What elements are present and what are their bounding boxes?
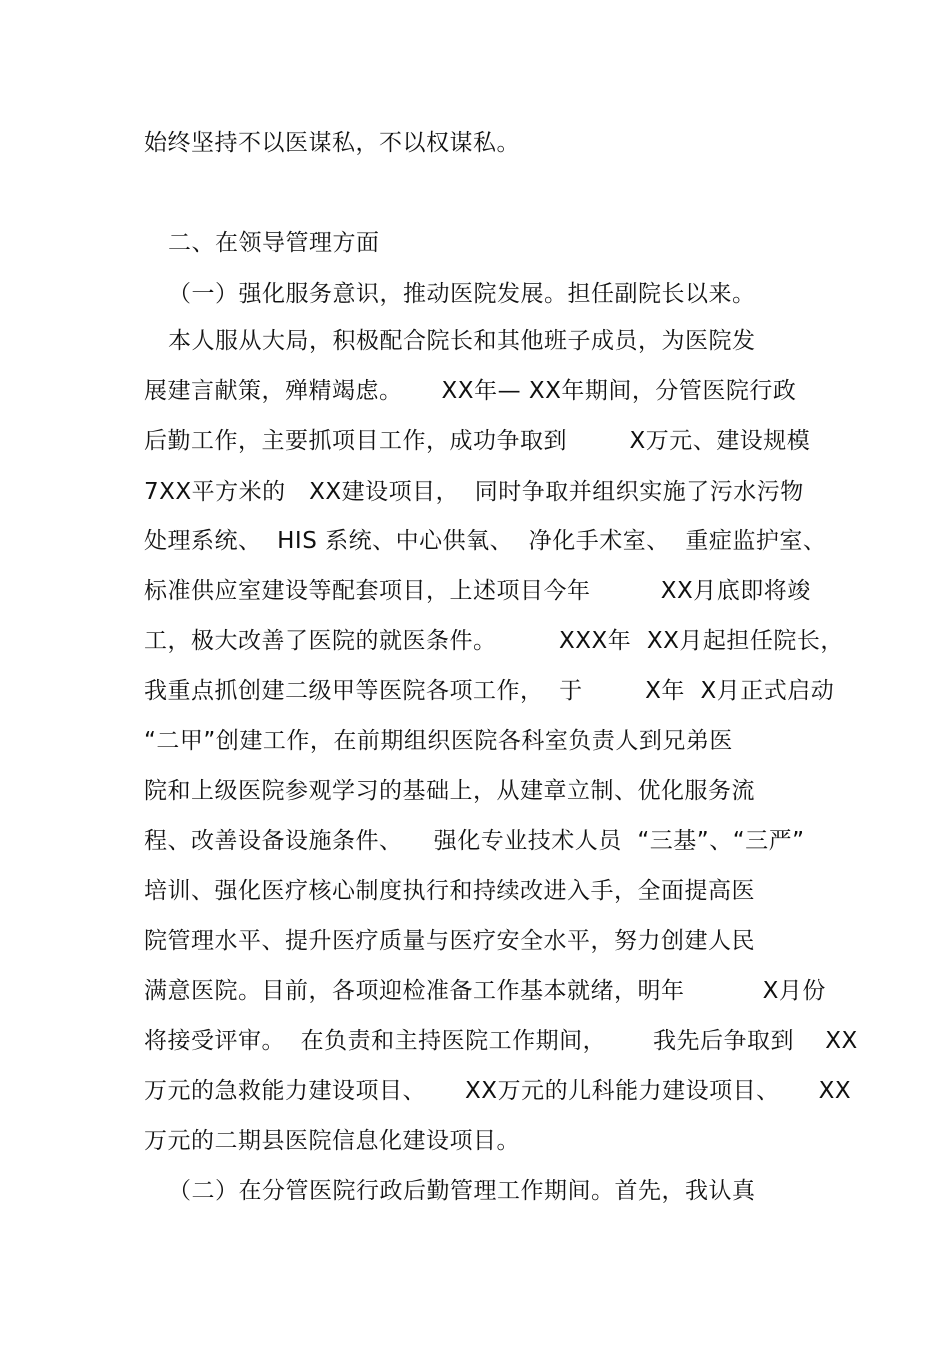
text-line-13: 院和上级医院参观学习的基础上，从建章立制、优化服务流 (144, 778, 755, 804)
text-line-5: 展建言献策，殚精竭虑。 XX年— XX年期间，分管医院行政 (144, 378, 797, 404)
section-heading: 二、在领导管理方面 (168, 230, 380, 256)
text-line-17: 满意医院。目前，各项迎检准备工作基本就绪，明年 X月份 (144, 978, 826, 1004)
text-line-12: “二甲”创建工作，在前期组织医院各科室负责人到兄弟医 (144, 728, 733, 754)
text-line-15: 培训、强化医疗核心制度执行和持续改进入手，全面提高医 (144, 878, 755, 904)
text-line-10: 工，极大改善了医院的就医条件。 XXX年 XX月起担任院长， (144, 628, 844, 654)
text-line-20: 万元的二期县医院信息化建设项目。 (144, 1128, 520, 1154)
text-line-6: 后勤工作，主要抓项目工作，成功争取到 X万元、建设规模 (144, 428, 811, 454)
text-line-1: 始终坚持不以医谋私，不以权谋私。 (144, 130, 520, 156)
text-line-4: 本人服从大局，积极配合院长和其他班子成员，为医院发 (168, 328, 756, 354)
text-line-8: 处理系统、 HIS 系统、中心供氧、 净化手术室、 重症监护室、 (144, 528, 827, 554)
text-line-14: 程、改善设备设施条件、 强化专业技术人员 “三基”、“三严” (144, 828, 805, 854)
text-line-16: 院管理水平、提升医疗质量与医疗安全水平，努力创建人民 (144, 928, 755, 954)
text-line-18: 将接受评审。 在负责和主持医院工作期间， 我先后争取到 XX (144, 1028, 858, 1054)
text-line-9: 标准供应室建设等配套项目，上述项目今年 XX月底即将竣 (144, 578, 811, 604)
text-line-19: 万元的急救能力建设项目、 XX万元的儿科能力建设项目、 XX (144, 1078, 852, 1104)
subsection-heading-2: （二）在分管医院行政后勤管理工作期间。首先，我认真 (168, 1178, 756, 1204)
text-line-7: 7XX平方米的 XX建设项目， 同时争取并组织实施了污水污物 (144, 479, 804, 505)
text-line-11: 我重点抓创建二级甲等医院各项工作， 于 X年 X月正式启动 (144, 678, 835, 704)
subsection-heading-1: （一）强化服务意识，推动医院发展。担任副院长以来。 (168, 281, 756, 307)
